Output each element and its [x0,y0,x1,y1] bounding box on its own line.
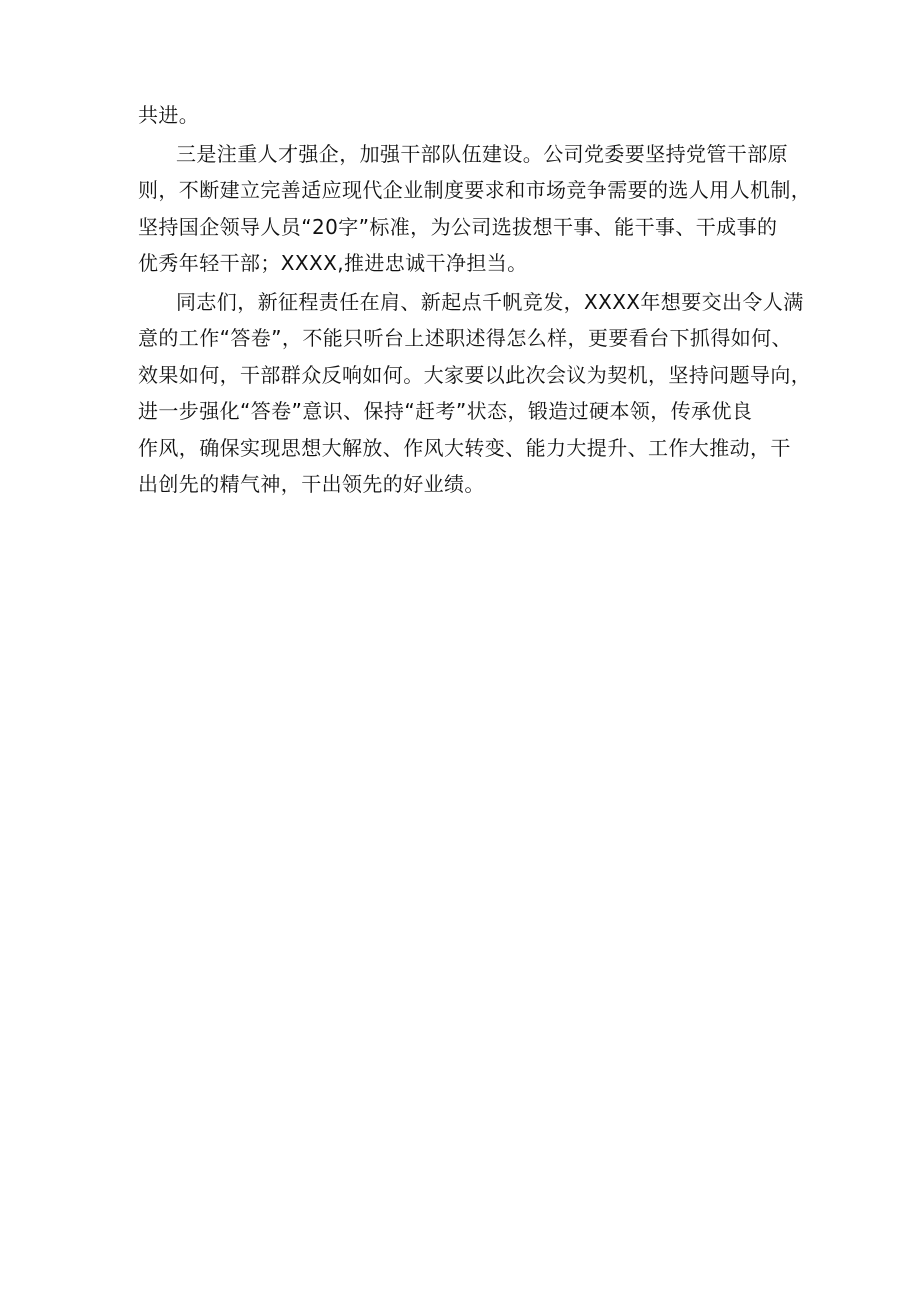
paragraph-line: 共进。 [138,103,200,127]
paragraph-line: 三是注重人才强企，加强干部队伍建设。公司党委要坚持党管干部原 [176,141,788,166]
paragraph-line: 出创先的精气神，干出领先的好业绩。 [138,472,485,496]
paragraph-line: 意的工作“答卷”，不能只听台上述职述得怎么样，更要看台下抓得如何、 [138,326,792,350]
paragraph-line: 作风，确保实现思想大解放、作风大转变、能力大提升、工作大推动，干 [138,435,791,460]
paragraph-line: 效果如何，干部群众反响如何。大家要以此次会议为契机，坚持问题导向， [138,362,812,387]
paragraph-line: 同志们，新征程责任在肩、新起点千帆竞发，XXXX年想要交出令人满 [176,289,804,314]
paragraph-line: 则，不断建立完善适应现代企业制度要求和市场竞争需要的选人用人机制， [138,178,812,202]
paragraph-1 [138,97,798,134]
paragraph-line: 坚持国企领导人员“20字”标准，为公司选拔想干事、能干事、干成事的 [138,214,778,239]
paragraph-line: 优秀年轻干部；XXXX,推进忠诚干净担当。 [138,251,528,275]
paragraph-line: 进一步强化“答卷”意识、保持“赶考”状态，锻造过硬本领，传承优良 [138,399,753,423]
document-body [138,97,812,503]
paragraph-2 [138,136,812,282]
paragraph-3 [138,284,812,503]
